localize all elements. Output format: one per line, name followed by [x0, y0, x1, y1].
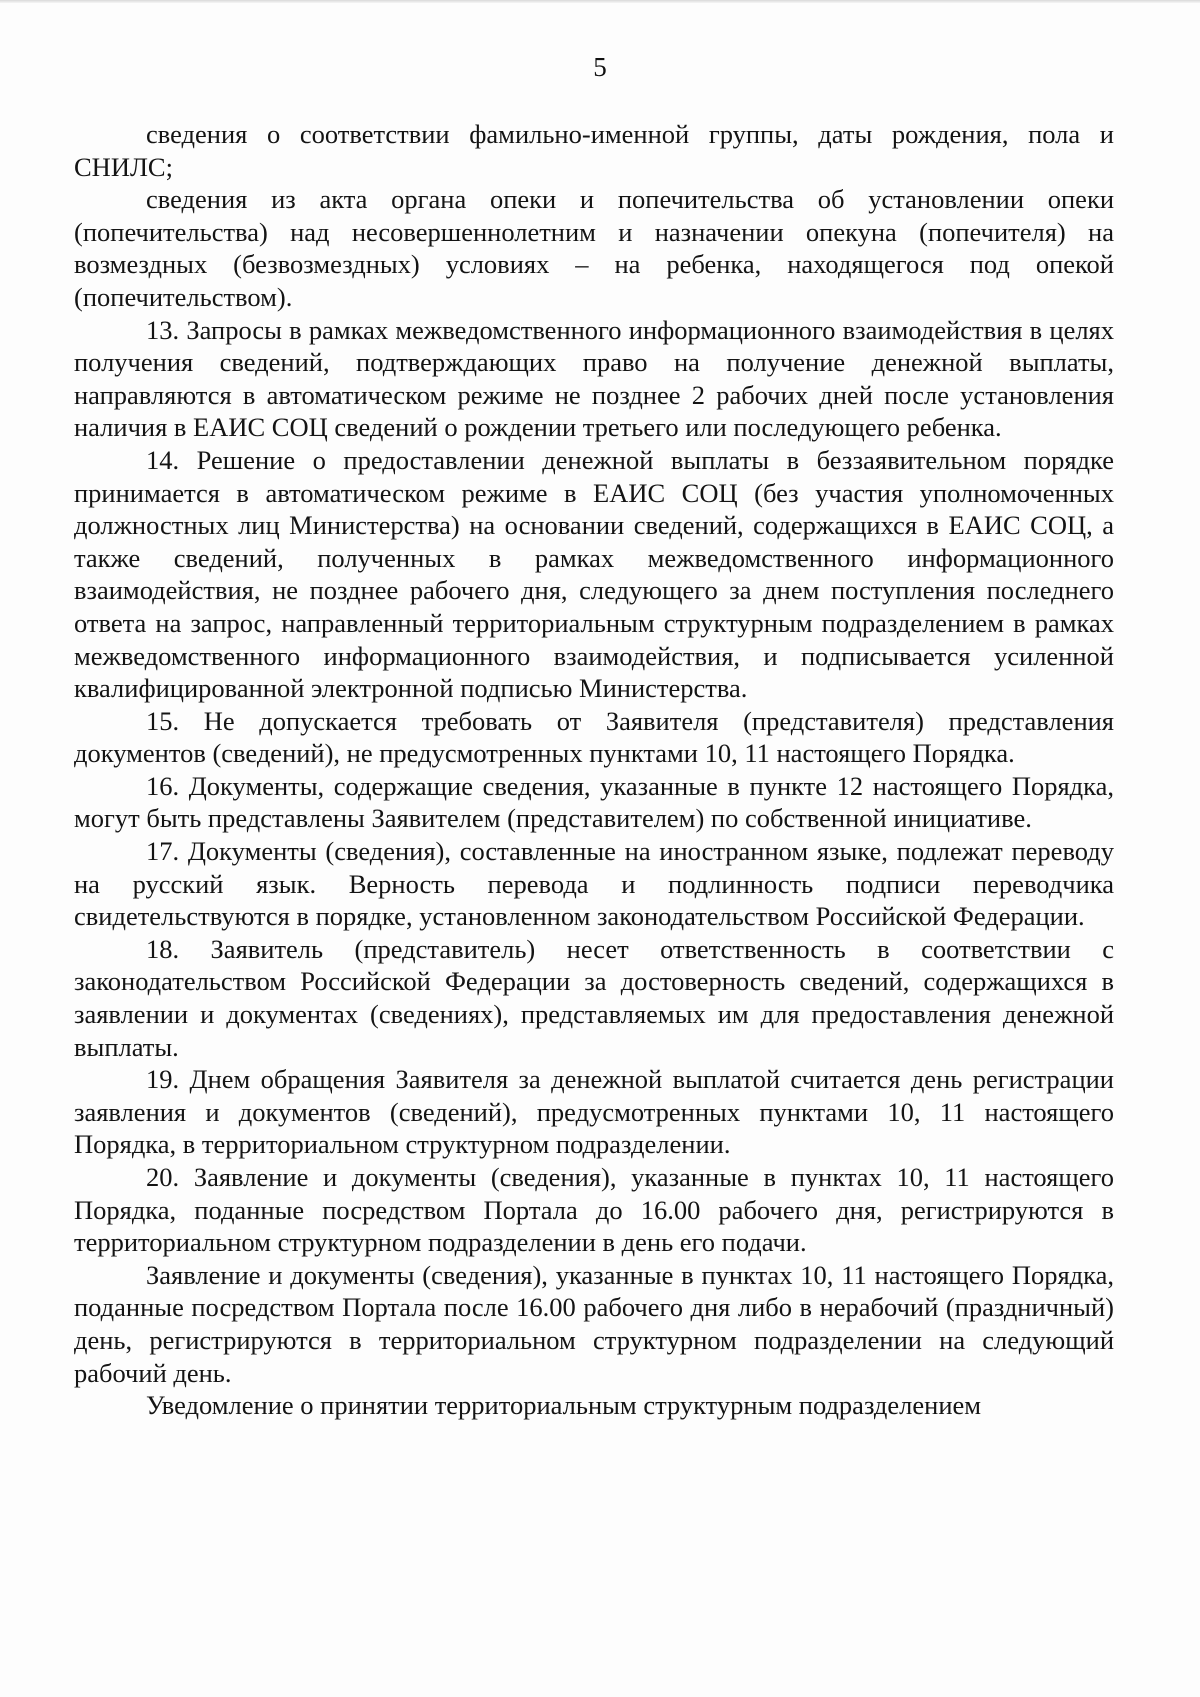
- scan-edge: [0, 0, 1200, 3]
- paragraph-15: 15. Не допускается требовать от Заявителя (представителя) представления документов (сведений), не предусмотренных пунктами 10, 11 настоящего Порядка.: [74, 705, 1114, 769]
- paragraph-19: 19. Днем обращения Заявителя за денежной выплатой считается день регистрации заявления и документов (сведений), предусмотренных пунктами 10, 11 настоящего Порядка, в территориальном структурном подразделении.: [74, 1064, 1114, 1160]
- paragraph-20-continued: Заявление и документы (сведения), указанные в пунктах 10, 11 настоящего Порядка, поданные посредством Портала после 16.00 рабочего дня либо в нерабочий (праздничный) день, регистрируются в территориальном структурном подразделении на следующий рабочий день.: [74, 1259, 1114, 1388]
- paragraph-20: 20. Заявление и документы (сведения), указанные в пунктах 10, 11 настоящего Порядка, поданные посредством Портала до 16.00 рабочего дня, регистрируются в территориальном структурном подразделении в день его подачи.: [74, 1162, 1114, 1258]
- page-number: 5: [593, 52, 607, 82]
- paragraph-guardianship: сведения из акта органа опеки и попечительства об установлении опеки (попечительства) над несовершеннолетним и назначении опекуна (попечителя) на возмездных (безвозмездных) условиях – на ребенка, находящегося под опекой (попечительством).: [74, 184, 1114, 312]
- document-body: [74, 118, 1114, 1422]
- paragraph-13: 13. Запросы в рамках межведомственного информационного взаимодействия в целях получения сведений, подтверждающих право на получение денежной выплаты, направляются в автоматическом режиме не позднее 2 рабочих дней после установления наличия в ЕАИС СОЦ сведений о рождении третьего или последующего ребенка.: [74, 314, 1114, 443]
- paragraph-snils: сведения о соответствии фамильно-именной группы, даты рождения, пола и СНИЛС;: [74, 119, 1114, 182]
- paragraph-notification: Уведомление о принятии территориальным структурным подразделением: [146, 1390, 982, 1421]
- paragraph-16: 16. Документы, содержащие сведения, указанные в пункте 12 настоящего Порядка, могут быть представлены Заявителем (представителем) по собственной инициативе.: [74, 770, 1114, 834]
- paragraph-17: 17. Документы (сведения), составленные на иностранном языке, подлежат переводу на русский язык. Верность перевода и подлинность подписи переводчика свидетельствуются в порядке, установленном законодательством Российской Федерации.: [74, 836, 1114, 932]
- paragraph-18: 18. Заявитель (представитель) несет ответственность в соответствии с законодательством Российской Федерации за достоверность сведений, содержащихся в заявлении и документах (сведениях), представляемых им для предоставления денежной выплаты.: [74, 933, 1114, 1062]
- paragraph-14: 14. Решение о предоставлении денежной выплаты в беззаявительном порядке принимается в автоматическом режиме в ЕАИС СОЦ (без участия уполномоченных должностных лиц Министерства) на основании сведений, содержащихся в ЕАИС СОЦ, а также сведений, полученных в рамках межведомственного информационного взаимодействия, не позднее рабочего дня, следующего за днем поступления последнего ответа на запрос, направленный территориальным структурным подразделением в рамках межведомственного информационного взаимодействия, и подписывается усиленной квалифицированной электронной подписью Министерства.: [74, 444, 1114, 704]
